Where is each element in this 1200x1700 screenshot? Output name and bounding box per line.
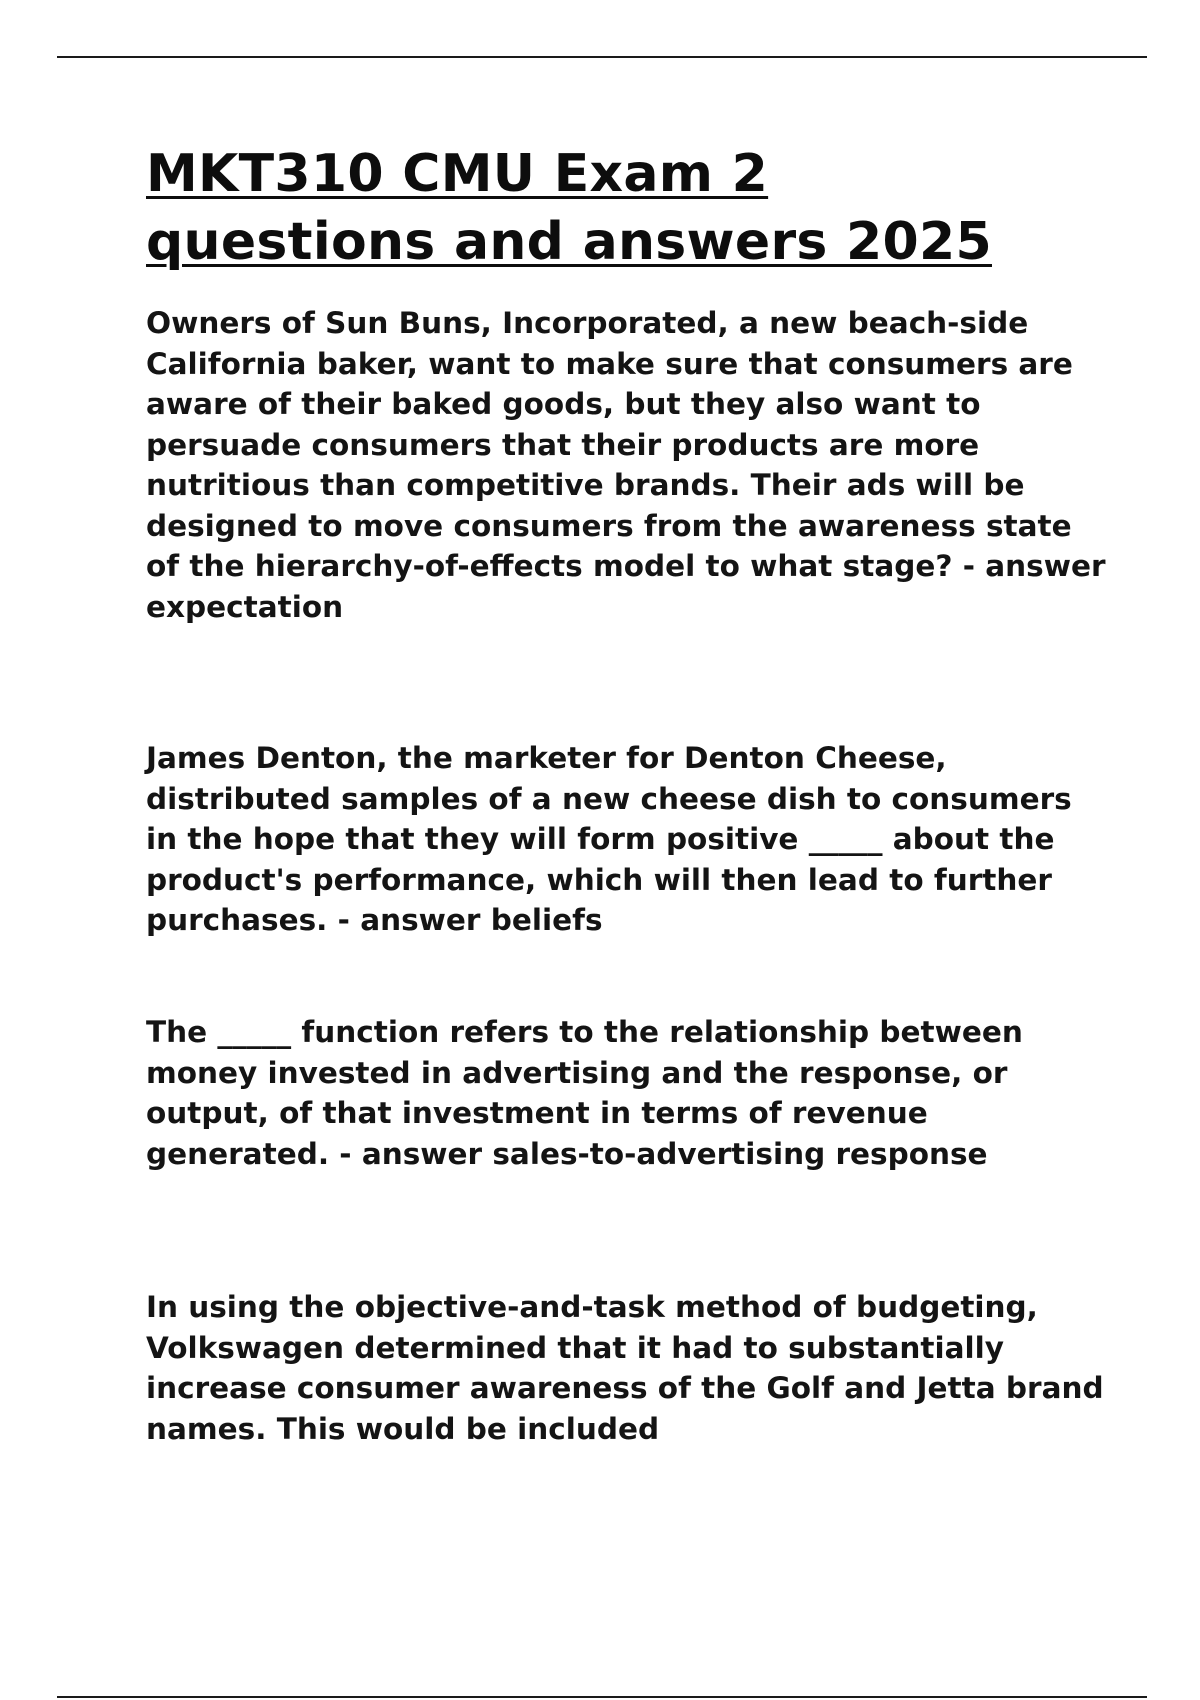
answer-text: sales-to-advertising response <box>492 1136 988 1171</box>
top-divider <box>57 56 1147 58</box>
question-text: Owners of Sun Buns, Incorporated, a new beach-side California baker, want to make sure that consumers are aware of their baked goods, but they also want to persuade consumers that their products are more nutritious than competitive brands. Their ads will be designed to move consumers from the awareness state of the hierarchy-of-effects model to what stage? <box>146 306 1073 583</box>
question-text: James Denton, the marketer for Denton Cheese, distributed samples of a new cheese dish to consumers in the hope that they will form positive _____ about the product's performance, which will then lead to further purchases. <box>146 741 1072 937</box>
document-body <box>146 140 1106 1446</box>
title-line-1: MKT310 CMU Exam 2 <box>146 144 769 204</box>
bottom-divider <box>57 1696 1147 1698</box>
answer-separator: - answer <box>329 1136 493 1171</box>
answer-separator: - answer <box>952 549 1106 583</box>
answer-text: beliefs <box>490 903 603 937</box>
title-line-2: questions and answers 2025 <box>146 212 992 272</box>
qa-item <box>146 303 1106 627</box>
qa-item <box>146 738 1106 941</box>
document-title <box>146 140 1106 276</box>
question-text: The _____ function refers to the relationship between money invested in advertising and the response, or output, of that investment in terms of revenue generated. <box>146 1015 1023 1171</box>
qa-item <box>146 1287 1106 1449</box>
qa-item <box>146 1012 1106 1174</box>
question-text: In using the objective-and-task method of budgeting, Volkswagen determined that it had to substantially increase consumer awareness of the Golf and Jetta brand names. This would be included <box>146 1290 1104 1446</box>
answer-separator: - answer <box>327 903 491 937</box>
answer-text: expectation <box>146 589 344 624</box>
